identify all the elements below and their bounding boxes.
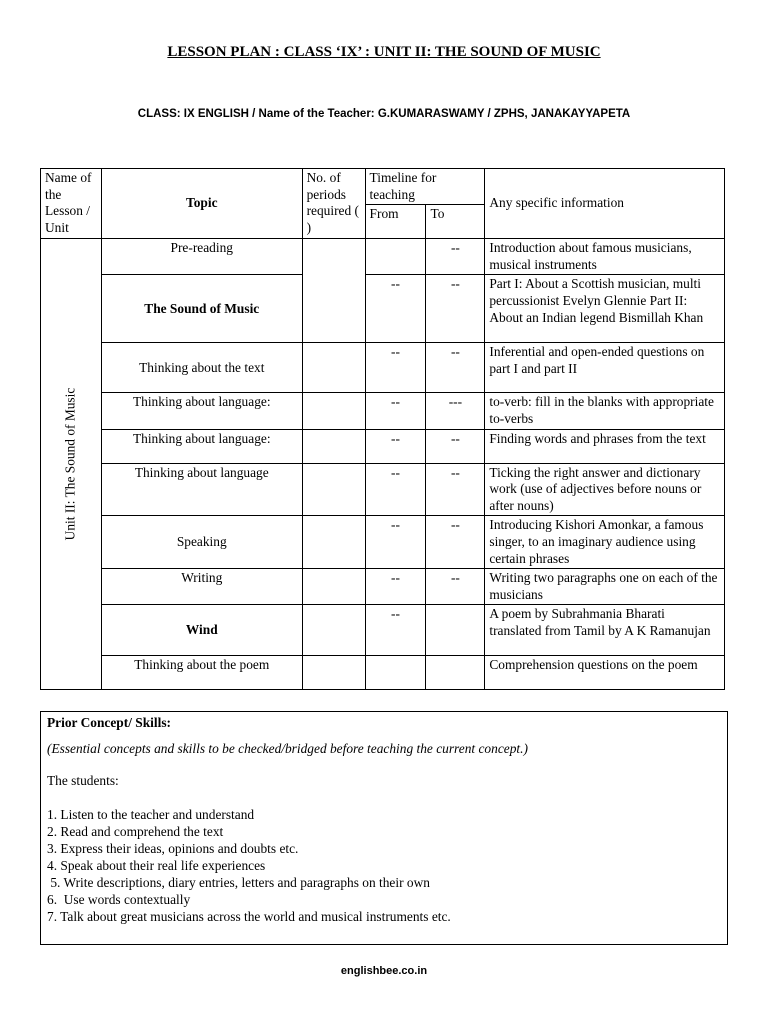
periods-cell: [302, 605, 365, 656]
topic-cell: Thinking about the poem: [101, 656, 302, 690]
periods-cell: [302, 656, 365, 690]
from-cell: --: [365, 463, 426, 516]
periods-cell: [302, 429, 365, 463]
to-cell: --: [426, 343, 485, 393]
table-row: [41, 429, 725, 463]
topic-cell: The Sound of Music: [101, 275, 302, 343]
table-row: [41, 275, 725, 343]
table-row: [41, 605, 725, 656]
info-cell: Introduction about famous musicians, musical instruments: [485, 239, 725, 275]
topic-cell: Thinking about language:: [101, 393, 302, 429]
header-periods: No. of periods required ( ): [302, 169, 365, 239]
header-from: From: [365, 205, 426, 239]
info-cell: Comprehension questions on the poem: [485, 656, 725, 690]
info-cell: Part I: About a Scottish musician, multi percussionist Evelyn Glennie Part II: About an Indian legend Bismillah Khan: [485, 275, 725, 343]
page-title: LESSON PLAN : CLASS ‘IX’ : UNIT II: THE SOUND OF MUSIC: [167, 44, 601, 60]
from-cell: --: [365, 569, 426, 605]
prior-skill-list: [47, 806, 721, 925]
periods-cell: [302, 239, 365, 343]
footer-site: englishbee.co.in: [340, 965, 428, 977]
table-row: [41, 239, 725, 275]
table-row: [41, 569, 725, 605]
header-info: Any specific information: [485, 169, 725, 239]
table-row: [41, 656, 725, 690]
header-to: To: [426, 205, 485, 239]
topic-cell: Thinking about language:: [101, 429, 302, 463]
topic-cell: Thinking about the text: [101, 343, 302, 393]
info-cell: A poem by Subrahmania Bharati translated from Tamil by A K Ramanujan: [485, 605, 725, 656]
topic-cell: Thinking about language: [101, 463, 302, 516]
from-cell: [365, 239, 426, 275]
periods-cell: [302, 569, 365, 605]
list-item: 1. Listen to the teacher and understand: [47, 807, 255, 822]
list-item: 2. Read and comprehend the text: [47, 824, 224, 839]
unit-label-cell: [41, 239, 102, 690]
from-cell: --: [365, 516, 426, 569]
periods-cell: [302, 343, 365, 393]
list-item: 6. Use words contextually: [47, 892, 191, 907]
to-cell: --: [426, 463, 485, 516]
class-teacher-line: CLASS: IX ENGLISH / Name of the Teacher: G.KUMARASWAMY / ZPHS, JANAKAYYAPETA: [137, 108, 631, 120]
topic-cell: Wind: [101, 605, 302, 656]
topic-cell: Pre-reading: [101, 239, 302, 275]
prior-intro: The students:: [47, 773, 119, 788]
to-cell: [426, 605, 485, 656]
lesson-plan-table: [40, 168, 725, 690]
from-cell: --: [365, 605, 426, 656]
topic-cell: Speaking: [101, 516, 302, 569]
unit-label: Unit II: The Sound of Music: [62, 387, 78, 541]
prior-heading: Prior Concept/ Skills:: [47, 715, 171, 730]
list-item: 4. Speak about their real life experiences: [47, 858, 266, 873]
info-cell: Finding words and phrases from the text: [485, 429, 725, 463]
list-item: 5. Write descriptions, diary entries, letters and paragraphs on their own: [47, 875, 430, 890]
periods-cell: [302, 516, 365, 569]
header-lesson: Name of the Lesson / Unit: [41, 169, 102, 239]
from-cell: --: [365, 343, 426, 393]
prior-note: (Essential concepts and skills to be checked/bridged before teaching the current concept.): [47, 741, 528, 756]
table-row: [41, 463, 725, 516]
to-cell: ---: [426, 393, 485, 429]
periods-cell: [302, 463, 365, 516]
prior-concepts-box: [40, 711, 728, 945]
from-cell: [365, 656, 426, 690]
header-timeline: Timeline for teaching: [365, 169, 485, 205]
to-cell: --: [426, 275, 485, 343]
table-row: [41, 393, 725, 429]
from-cell: --: [365, 429, 426, 463]
info-cell: Inferential and open-ended questions on part I and part II: [485, 343, 725, 393]
to-cell: [426, 656, 485, 690]
topic-cell: Writing: [101, 569, 302, 605]
to-cell: --: [426, 429, 485, 463]
info-cell: Introducing Kishori Amonkar, a famous singer, to an imaginary audience using certain phrases: [485, 516, 725, 569]
table-row: [41, 343, 725, 393]
periods-cell: [302, 393, 365, 429]
table-header-row: [41, 169, 725, 205]
header-topic: Topic: [101, 169, 302, 239]
info-cell: Ticking the right answer and dictionary work (use of adjectives before nouns or after nouns): [485, 463, 725, 516]
from-cell: --: [365, 275, 426, 343]
from-cell: --: [365, 393, 426, 429]
info-cell: Writing two paragraphs one on each of the musicians: [485, 569, 725, 605]
to-cell: --: [426, 569, 485, 605]
list-item: 7. Talk about great musicians across the world and musical instruments etc.: [47, 909, 451, 924]
info-cell: to-verb: fill in the blanks with appropriate to-verbs: [485, 393, 725, 429]
to-cell: --: [426, 239, 485, 275]
to-cell: --: [426, 516, 485, 569]
table-row: [41, 516, 725, 569]
list-item: 3. Express their ideas, opinions and doubts etc.: [47, 841, 299, 856]
